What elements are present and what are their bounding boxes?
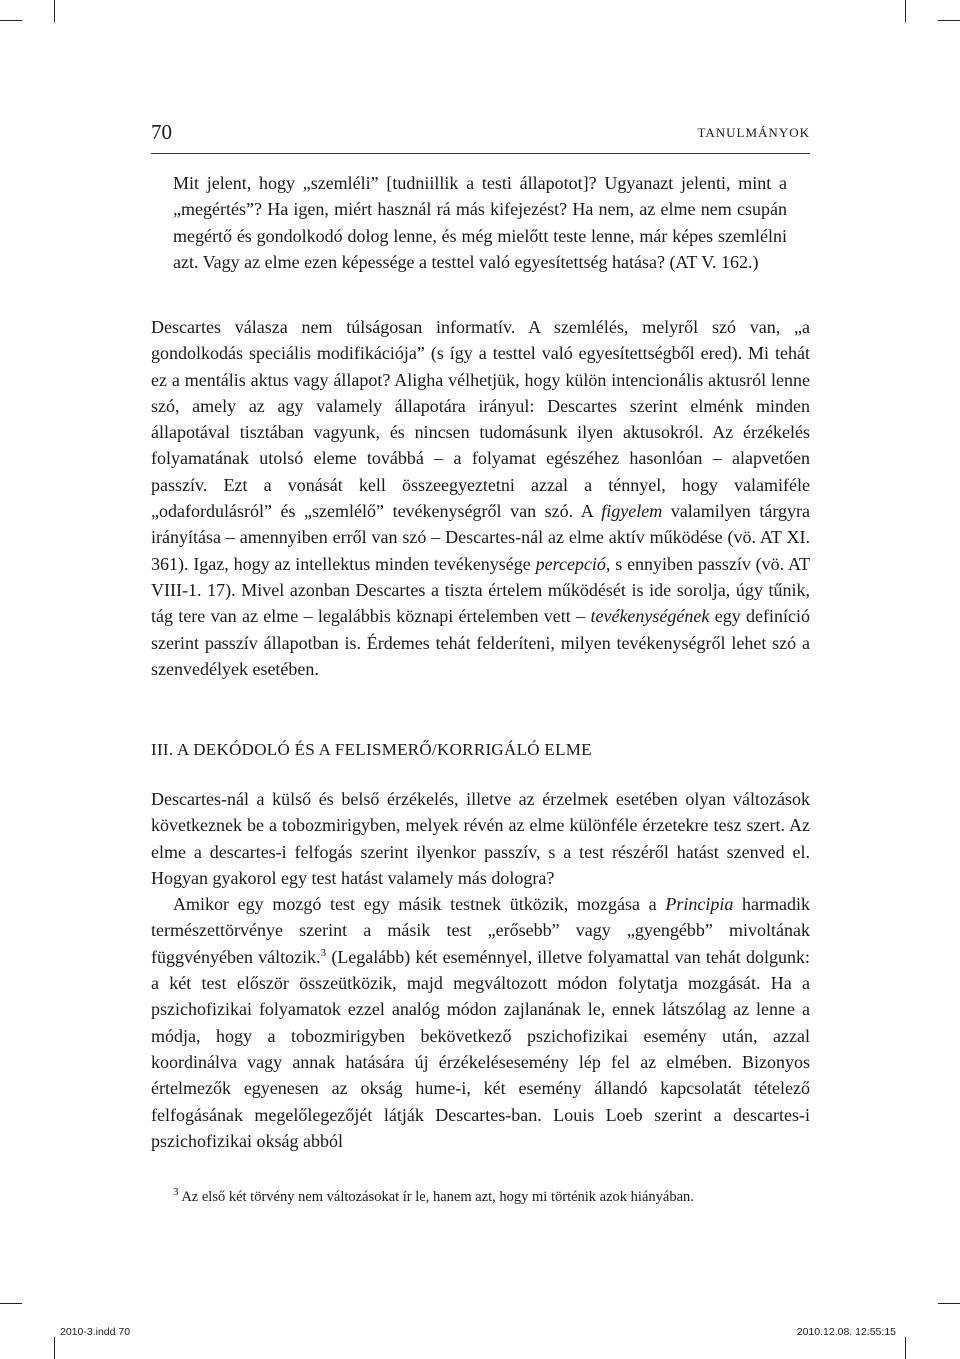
footnote-ref[interactable]: 3 (320, 946, 327, 959)
emphasis: Principia (665, 894, 734, 915)
block-quote: Mit jelent, hogy „szemléli” [tudniillik a testi állapotot]? Ugyanazt jelenti, mint a „megértés”? Ha igen, miért használ rá más kifejezést? Ha nem, az elme nem csupán megértő és gondolkodó dolog lenne, és még mielőtt teste lenne, már képes szemlélni azt. Vagy az elme ezen képessége a testtel való egyesítettség hatása? (AT V. 162.) (173, 173, 787, 272)
emphasis: tevékenységének (590, 606, 710, 627)
text-run: valamilyen tárgyra irányítása – amennyiben erről van szó – Descartes-nál az elme aktív működése (vö. AT XI. 361). Igaz, hogy az intellektus minden tevékenysége (151, 501, 810, 574)
section-title: TANULMÁNYOK (697, 125, 810, 140)
text-run: egy definíció szerint passzív állapotban is. Érdemes tehát felderíteni, milyen tevékenységről lehet szó a szenvedélyek esetében. (151, 606, 811, 679)
footnote-text: Az első két törvény nem változásokat ír le, hanem azt, hogy mi történik azok hiányában. (178, 1189, 694, 1205)
footnote (173, 1187, 810, 1207)
crop-mark (905, 0, 906, 22)
crop-mark (938, 20, 960, 21)
slug-file: 2010-3.indd 70 (60, 1326, 131, 1338)
paragraph-2: Descartes-nál a külső és belső érzékelés, illetve az érzelmek esetében olyan változások következnek be a tobozmirigyben, melyek révén az elme különféle érzetekre tesz szert. Az elme a descartes-i felfogás szerint ilyenkor passzív, s a test részéről hatást szenved el. Hogyan gyakorol egy test hatást valamely más dologra? (151, 789, 810, 888)
text-run: Amikor egy mozgó test egy másik testnek ütközik, mozgása a (173, 894, 666, 915)
paragraph-3 (151, 891, 810, 1154)
text-run: (Legalább) két eseménnyel, illetve folyamattal van tehát dolgunk: a két test először összeütközik, majd megváltozott módon folytatja mozgását. Ha a pszichofizikai folyamatok ezzel analóg módon zajlanának le, ennek látszólag az lenne a módja, hogy a tobozmirigyben bekövetkező pszichofizikai esemény után, azzal koordinálva vagy annak hatására új érzékelésesemény lép fel az elmében. Bizonyos értelmezők egyenesen az okság hume-i, két esemény állandó kapcsolatát tételező felfogásának megelőlegezőjét látják Descartes-ban. Louis Loeb szerint a descartes-i pszichofizikai okság abból (151, 946, 810, 1151)
header-rule (151, 153, 810, 154)
emphasis: figyelem (601, 501, 663, 522)
section-heading: III. A DEKÓDOLÓ ÉS A FELISMERŐ/KORRIGÁLÓ ELME (151, 740, 592, 759)
crop-mark (938, 1303, 960, 1304)
crop-mark (0, 1303, 22, 1304)
paragraph-1 (151, 314, 810, 682)
emphasis: percepció (535, 553, 606, 574)
crop-mark (0, 20, 22, 21)
footnote-number: 3 (173, 1186, 179, 1199)
crop-mark (54, 0, 55, 22)
text-run: , s ennyiben passzív (vö. AT VIII-1. 17). Mivel azonban Descartes a tiszta értelem működését is ide sorolja, úgy tűnik, tág tere van az elme – legalábbis köznapi értelemben vett – (151, 553, 810, 627)
page-number: 70 (151, 120, 172, 144)
text-run: harmadik természettörvénye szerint a másik test „erősebb” vagy „gyengébb” mivoltának függvényében változik. (151, 894, 810, 967)
section-body (151, 786, 810, 1154)
slug-date: 2010.12.08. 12:55:15 (796, 1326, 896, 1338)
text-run: Descartes válasza nem túlságosan informatív. A szemlélés, melyről szó van, „a gondolkodás speciális modifikációja” (s így a testtel való egyesítettségből ered). Mi tehát ez a mentális aktus vagy állapot? Aligha vélhetjük, hogy külön intencionális aktusról lenne szó, amely az agy valamely állapotára irányul: Descartes szerint elménk minden állapotával tisztában vagyunk, és nincsen tudomásunk ilyen aktusokról. Az érzékelés folyamatának utolsó eleme továbbá – a folyamat egészéhez hasonlóan – alapvetően passzív. Ezt a vonását kell összeegyeztetni azzal a ténnyel, hogy valamiféle „odafordulásról” és „szemlélő” tevékenységről van szó. A (151, 317, 810, 522)
crop-mark (905, 1337, 906, 1359)
crop-mark (54, 1337, 55, 1359)
